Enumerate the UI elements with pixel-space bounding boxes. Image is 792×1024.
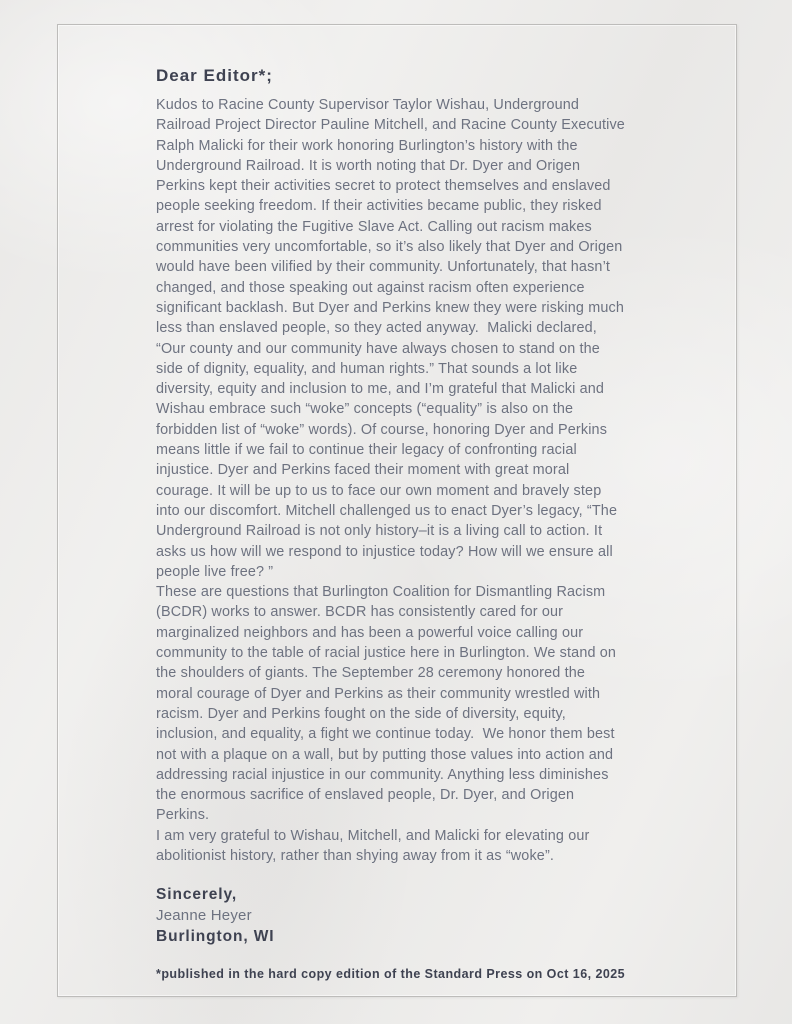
closing-sincerely: Sincerely, xyxy=(156,886,238,903)
letter-line: moral courage of Dyer and Perkins as their community wrestled with xyxy=(156,685,601,702)
letter-line: Perkins kept their activities secret to protect themselves and enslaved xyxy=(156,178,611,195)
letter-line: “Our county and our community have always chosen to stand on the xyxy=(156,340,600,357)
letter-line: (BCDR) works to answer. BCDR has consistently cared for our xyxy=(156,604,564,621)
letter-line: Perkins. xyxy=(156,807,210,824)
letter-line: I am very grateful to Wishau, Mitchell, and Malicki for elevating our xyxy=(156,827,590,844)
letter-line: changed, and those speaking out against racism often experience xyxy=(156,279,585,296)
letter-line: the enormous sacrifice of enslaved people, Dr. Dyer, and Origen xyxy=(156,787,575,804)
letter-line: inclusion, and equality, a fight we continue today. We honor them best xyxy=(156,726,615,743)
letter-line: means little if we fail to continue their legacy of confronting racial xyxy=(156,442,577,459)
letter-line: the shoulders of giants. The September 28 ceremony honored the xyxy=(156,665,586,682)
letter-line: people seeking freedom. If their activities became public, they risked xyxy=(156,198,602,215)
letter-line: racism. Dyer and Perkins fought on the side of diversity, equity, xyxy=(156,705,566,722)
letter-body xyxy=(156,95,656,866)
letter-line: Wishau embrace such “woke” concepts (“equality” is also on the xyxy=(156,401,574,418)
letter-line: courage. It will be up to us to face our own moment and bravely step xyxy=(156,482,602,499)
letter-line: significant backlash. But Dyer and Perkins knew they were risking much xyxy=(156,299,625,316)
letter-line: forbidden list of “woke” words). Of course, honoring Dyer and Perkins xyxy=(156,421,608,438)
letter-line: side of dignity, equality, and human rights.” That sounds a lot like xyxy=(156,360,578,377)
letter-line: arrest for violating the Fugitive Slave Act. Calling out racism makes xyxy=(156,218,592,235)
letter-line: Underground Railroad. It is worth noting that Dr. Dyer and Origen xyxy=(156,157,581,174)
letter-line: These are questions that Burlington Coalition for Dismantling Racism xyxy=(156,584,606,601)
letter-line: people live free? ” xyxy=(156,563,274,580)
closing-location: Burlington, WI xyxy=(156,928,275,945)
closing-block xyxy=(156,884,275,947)
closing-name: Jeanne Heyer xyxy=(156,907,252,924)
letter-line: not with a plaque on a wall, but by putting those values into action and xyxy=(156,746,614,763)
letter-line: marginalized neighbors and has been a powerful voice calling our xyxy=(156,624,584,641)
letter-line: Railroad Project Director Pauline Mitchell, and Racine County Executive xyxy=(156,117,625,134)
letter-line: less than enslaved people, so they acted anyway. Malicki declared, xyxy=(156,320,597,337)
salutation: Dear Editor*; xyxy=(156,66,273,85)
letter-line: community to the table of racial justice here in Burlington. We stand on xyxy=(156,645,617,662)
letter-line: addressing racial injustice in our community. Anything less diminishes xyxy=(156,766,609,783)
letter-line: asks us how will we respond to injustice today? How will we ensure all xyxy=(156,543,613,560)
letter-line: communities very uncomfortable, so it’s also likely that Dyer and Origen xyxy=(156,239,623,256)
letter-line: Kudos to Racine County Supervisor Taylor Wishau, Underground xyxy=(156,97,580,113)
letter-line: diversity, equity and inclusion to me, and I’m grateful that Malicki and xyxy=(156,381,605,398)
letter-line: abolitionist history, rather than shying away from it as “woke”. xyxy=(156,847,555,864)
letter-line: Underground Railroad is not only history–it is a living call to action. It xyxy=(156,523,603,540)
footnote: *published in the hard copy edition of the Standard Press on Oct 16, 2025 xyxy=(156,967,626,981)
letter-line: injustice. Dyer and Perkins faced their moment with great moral xyxy=(156,462,570,479)
letter-line: into our discomfort. Mitchell challenged us to enact Dyer’s legacy, “The xyxy=(156,502,618,519)
letter-line: would have been vilified by their community. Unfortunately, that hasn’t xyxy=(156,259,611,276)
letter-line: Ralph Malicki for their work honoring Burlington’s history with the xyxy=(156,137,578,154)
